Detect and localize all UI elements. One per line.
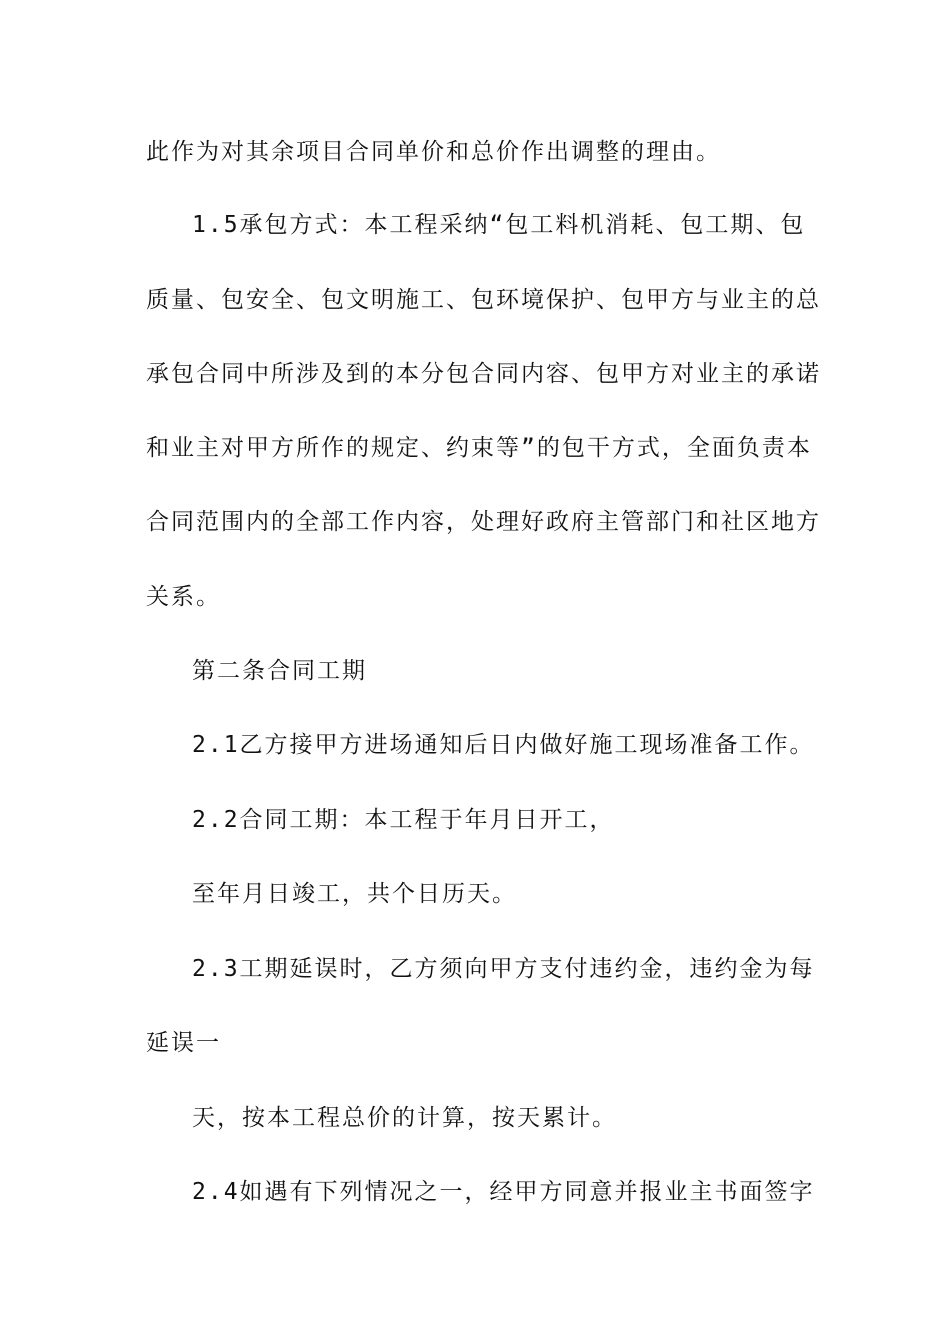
text-line: 承包合同中所涉及到的本分包合同内容、包甲方对业主的承诺 xyxy=(146,361,821,387)
text-line: 延误一 xyxy=(146,1030,221,1056)
text-line: 质量、包安全、包文明施工、包环境保护、包甲方与业主的总 xyxy=(146,287,821,313)
text-line: 合同范围内的全部工作内容，处理好政府主管部门和社区地方 xyxy=(146,509,821,535)
text-line: 1.5承包方式：本工程采纳“包工料机消耗、包工期、包 xyxy=(192,212,806,238)
text-line: 天，按本工程总价的计算，按天累计。 xyxy=(192,1105,617,1131)
text-line: 2.4如遇有下列情况之一，经甲方同意并报业主书面签字 xyxy=(192,1179,815,1205)
text-line: 2.3工期延误时，乙方须向甲方支付违约金，违约金为每 xyxy=(192,956,815,982)
text-line: 至年月日竣工，共个日历天。 xyxy=(192,881,517,907)
text-line: 关系。 xyxy=(146,584,221,610)
text-line: 2.2合同工期：本工程于年月日开工， xyxy=(192,807,615,833)
section-heading: 第二条合同工期 xyxy=(192,658,367,684)
text-line: 此作为对其余项目合同单价和总价作出调整的理由。 xyxy=(146,139,721,165)
text-line: 和业主对甲方所作的规定、约束等”的包干方式，全面负责本 xyxy=(146,435,812,461)
text-line: 2.1乙方接甲方进场通知后日内做好施工现场准备工作。 xyxy=(192,732,815,758)
